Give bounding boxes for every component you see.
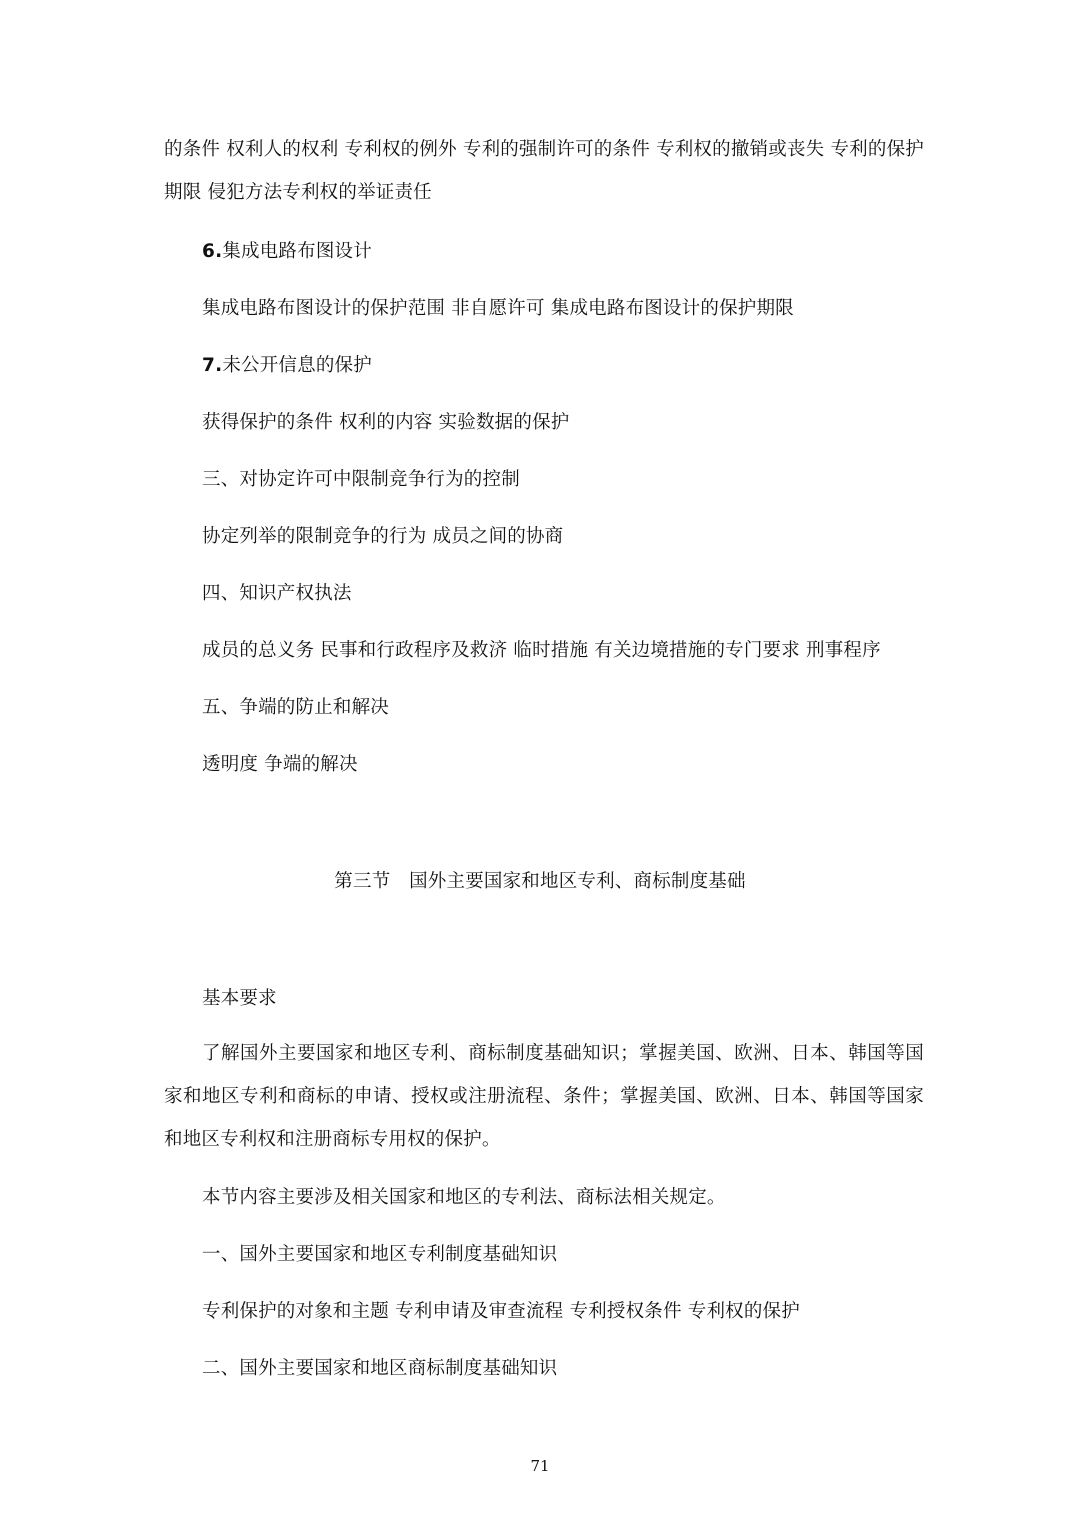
- section-scope-text: 本节内容主要涉及相关国家和地区的专利法、商标法相关规定。: [202, 1187, 726, 1208]
- part4-heading: 四、知识产权执法: [202, 583, 352, 604]
- subsection1-heading: 一、国外主要国家和地区专利制度基础知识: [202, 1244, 558, 1265]
- basic-requirements-heading: 基本要求: [202, 988, 277, 1009]
- item7-title: 未公开信息的保护: [222, 355, 372, 376]
- item6-number: 6.: [202, 241, 223, 262]
- item6-heading: [202, 240, 372, 264]
- part5-heading: 五、争端的防止和解决: [202, 697, 390, 718]
- page-number: 71: [530, 1457, 550, 1475]
- part3-heading: 三、对协定许可中限制竞争行为的控制: [202, 469, 520, 490]
- item7-contents: 获得保护的条件 权利的内容 实验数据的保护: [202, 412, 570, 433]
- section-title: 第三节 国外主要国家和地区专利、商标制度基础: [334, 871, 746, 892]
- part5-contents: 透明度 争端的解决: [202, 754, 358, 775]
- item7-number: 7.: [202, 355, 223, 376]
- item7-heading: [202, 354, 372, 378]
- subsection2-heading: 二、国外主要国家和地区商标制度基础知识: [202, 1358, 558, 1379]
- basic-requirements-paragraph: 了解国外主要国家和地区专利、商标制度基础知识；掌握美国、欧洲、日本、韩国等国家和地区专利和商标的申请、授权或注册流程、条件；掌握美国、欧洲、日本、韩国等国家和地区专利权和注册商标专用权的保护。: [164, 1043, 924, 1150]
- subsection1-contents: 专利保护的对象和主题 专利申请及审查流程 专利授权条件 专利权的保护: [202, 1301, 800, 1322]
- item6-title: 集成电路布图设计: [222, 241, 372, 262]
- part4-contents: 成员的总义务 民事和行政程序及救济 临时措施 有关边境措施的专门要求 刑事程序: [202, 640, 881, 661]
- item6-contents: 集成电路布图设计的保护范围 非自愿许可 集成电路布图设计的保护期限: [202, 298, 794, 319]
- continuation-paragraph: 的条件 权利人的权利 专利权的例外 专利的强制许可的条件 专利权的撤销或丧失 专利的保护期限 侵犯方法专利权的举证责任: [164, 139, 924, 203]
- part3-contents: 协定列举的限制竞争的行为 成员之间的协商: [202, 526, 564, 547]
